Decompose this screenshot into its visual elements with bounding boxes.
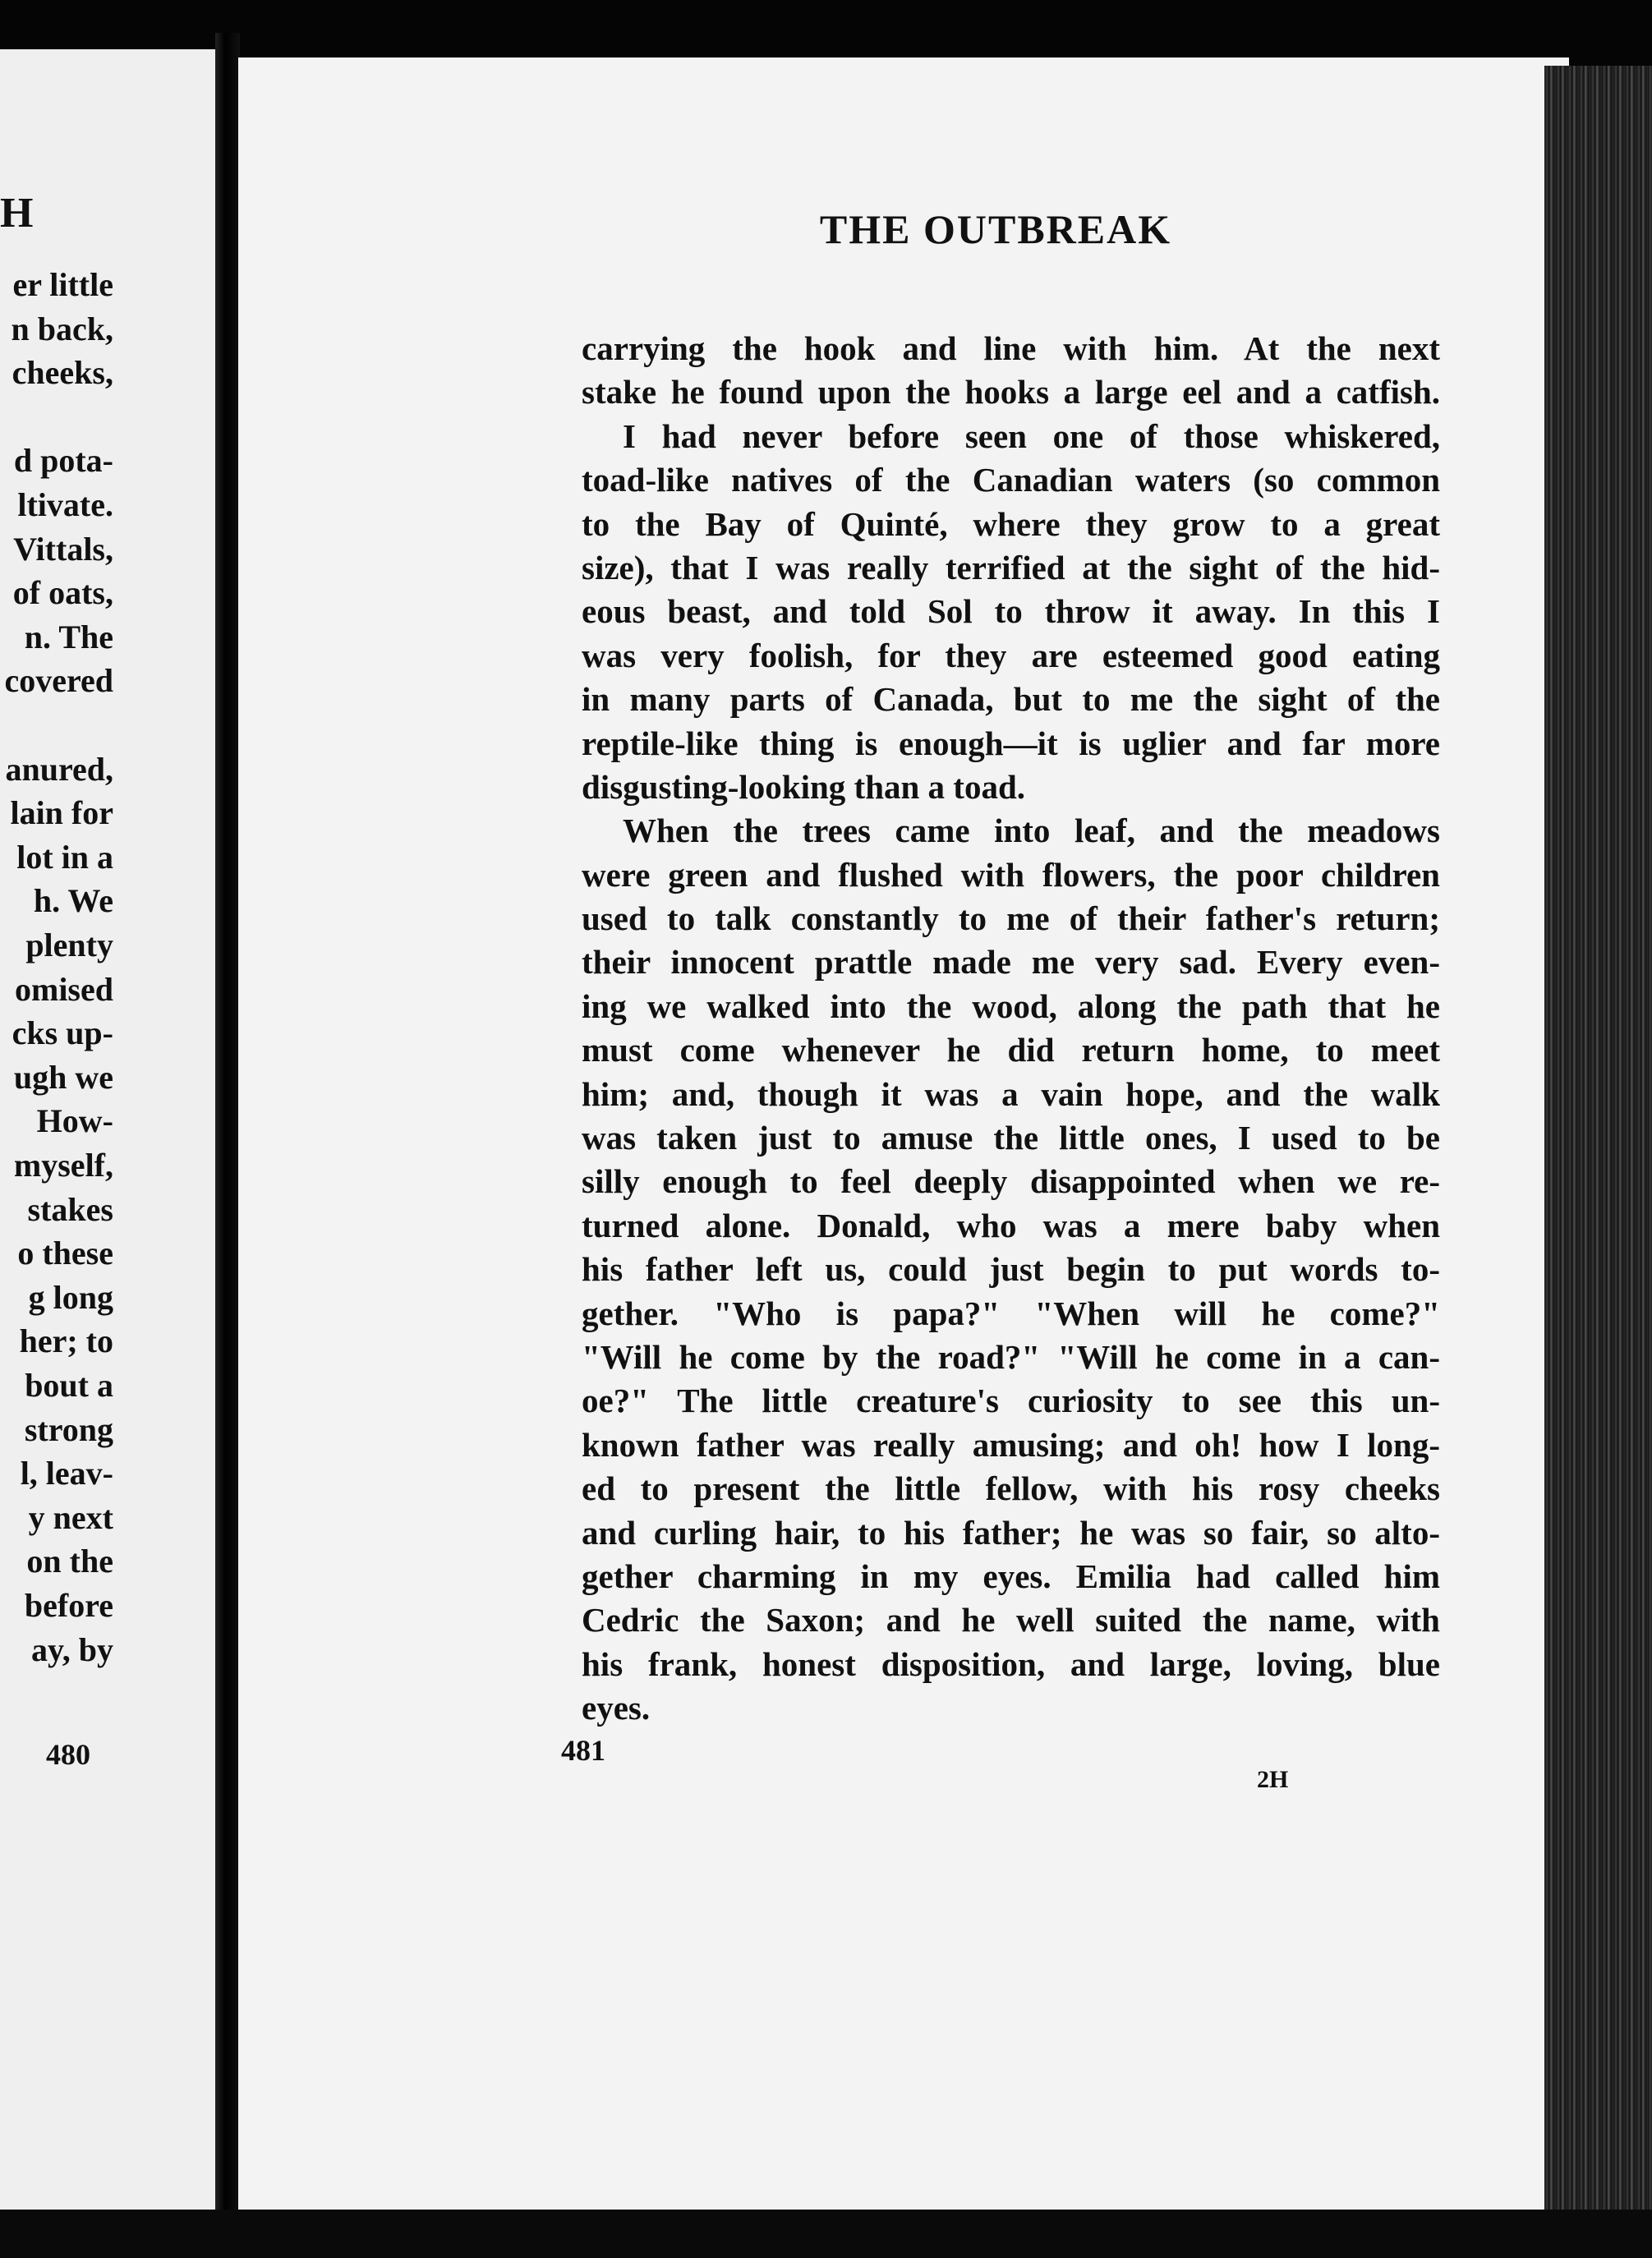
text-line: his frank, honest disposition, and large, loving, blue — [582, 1644, 1440, 1683]
text-line: toad-like natives of the Canadian waters (so common — [582, 461, 1440, 499]
text-line: gether charming in my eyes. Emilia had called him — [582, 1557, 1440, 1595]
text-line: used to talk constantly to me of their father's return; — [582, 899, 1440, 938]
left-page — [0, 49, 222, 2218]
text-line: his father left us, could just begin to put words to- — [582, 1250, 1440, 1289]
left-page-line: l, leav- — [20, 1455, 113, 1492]
left-page-line: er little — [12, 266, 113, 303]
text-line: ing we walked into the wood, along the path that he — [582, 986, 1440, 1025]
left-page-line: ugh we — [13, 1058, 113, 1096]
left-page-line: on the — [26, 1543, 113, 1580]
text-line: eyes. — [582, 1689, 651, 1727]
signature-mark: 2H — [1257, 1766, 1289, 1793]
body-text — [582, 327, 1440, 1731]
left-page-line: omised — [15, 970, 113, 1008]
text-line: must come whenever he did return home, to meet — [582, 1031, 1440, 1069]
left-page-line: Vittals, — [13, 530, 113, 568]
right-page — [238, 57, 1569, 2210]
text-line: to the Bay of Quinté, where they grow to a great — [582, 504, 1440, 543]
left-page-line: plenty — [25, 927, 113, 963]
text-line: oe?" The little creature's curiosity to see this un- — [582, 1382, 1440, 1420]
text-line: carrying the hook and line with him. At the next — [582, 329, 1440, 367]
text-line: stake he found upon the hooks a large eel and a catfish. — [582, 373, 1440, 412]
left-page-line: strong — [24, 1410, 113, 1448]
left-page-number: 480 — [46, 1738, 90, 1771]
left-page-line: lain for — [10, 794, 113, 832]
text-line: disgusting-looking than a toad. — [582, 767, 1026, 806]
left-page-line: o these — [17, 1235, 113, 1272]
left-page-line: y next — [28, 1498, 113, 1536]
left-page-line: anured, — [5, 750, 113, 788]
text-line: eous beast, and told Sol to throw it away. In this I — [582, 592, 1440, 631]
text-line: in many parts of Canada, but to me the sight of the — [582, 680, 1440, 719]
left-page-line: stakes — [27, 1190, 113, 1228]
text-line: known father was really amusing; and oh! how I long- — [582, 1425, 1440, 1464]
left-page-line: ltivate. — [17, 486, 113, 523]
left-page-line: covered — [4, 662, 113, 700]
left-page-header-fragment: H — [0, 190, 34, 237]
left-page-line: h. We — [33, 882, 113, 920]
left-page-line: cheeks, — [12, 354, 113, 392]
left-page-line: myself, — [13, 1147, 113, 1184]
left-page-line: bout a — [25, 1367, 113, 1404]
book-gutter — [215, 33, 240, 2251]
text-line: reptile-like thing is enough—it is uglier and far more — [582, 724, 1440, 762]
left-page-line: before — [24, 1587, 113, 1624]
text-line: him; and, though it was a vain hope, and the walk — [582, 1074, 1440, 1113]
left-page-line: n back, — [11, 310, 113, 347]
left-page-line: ay, by — [30, 1630, 113, 1668]
text-line: size), that I was really terrified at the sight of the hid- — [582, 548, 1440, 586]
left-page-line: g long — [28, 1278, 113, 1316]
text-line: was very foolish, for they are esteemed good eating — [582, 636, 1440, 674]
left-page-line: n. The — [24, 618, 113, 655]
running-head: THE OUTBREAK — [819, 206, 1172, 252]
page-edges — [1544, 66, 1652, 2258]
text-line: "Will he come by the road?" "Will he come in a can- — [582, 1337, 1440, 1376]
left-page-line: How- — [36, 1102, 113, 1140]
text-line: ed to present the little fellow, with his rosy cheeks — [582, 1469, 1440, 1508]
text-line: silly enough to feel deeply disappointed when we re- — [582, 1162, 1440, 1201]
text-line: their innocent prattle made me very sad. Every even- — [582, 943, 1440, 982]
right-page-number: 481 — [561, 1734, 605, 1767]
text-line: When the trees came into leaf, and the meadows — [623, 812, 1440, 850]
left-page-line: lot in a — [16, 838, 113, 876]
left-page-line: her; to — [19, 1322, 113, 1360]
text-line: gether. "Who is papa?" "When will he come?" — [582, 1294, 1440, 1332]
text-line: turned alone. Donald, who was a mere baby when — [582, 1206, 1440, 1244]
left-page-line: of oats, — [12, 574, 113, 612]
left-page-line: d pota- — [13, 442, 113, 480]
text-line: were green and flushed with flowers, the poor children — [582, 855, 1440, 894]
text-line: I had never before seen one of those whiskered, — [623, 416, 1440, 455]
text-line: Cedric the Saxon; and he well suited the name, with — [582, 1601, 1440, 1639]
left-page-line: cks up- — [12, 1014, 113, 1052]
text-line: and curling hair, to his father; he was so fair, so alto- — [582, 1513, 1440, 1552]
scan-bottom-edge — [0, 2210, 1652, 2258]
text-line: was taken just to amuse the little ones, I used to be — [582, 1119, 1440, 1157]
